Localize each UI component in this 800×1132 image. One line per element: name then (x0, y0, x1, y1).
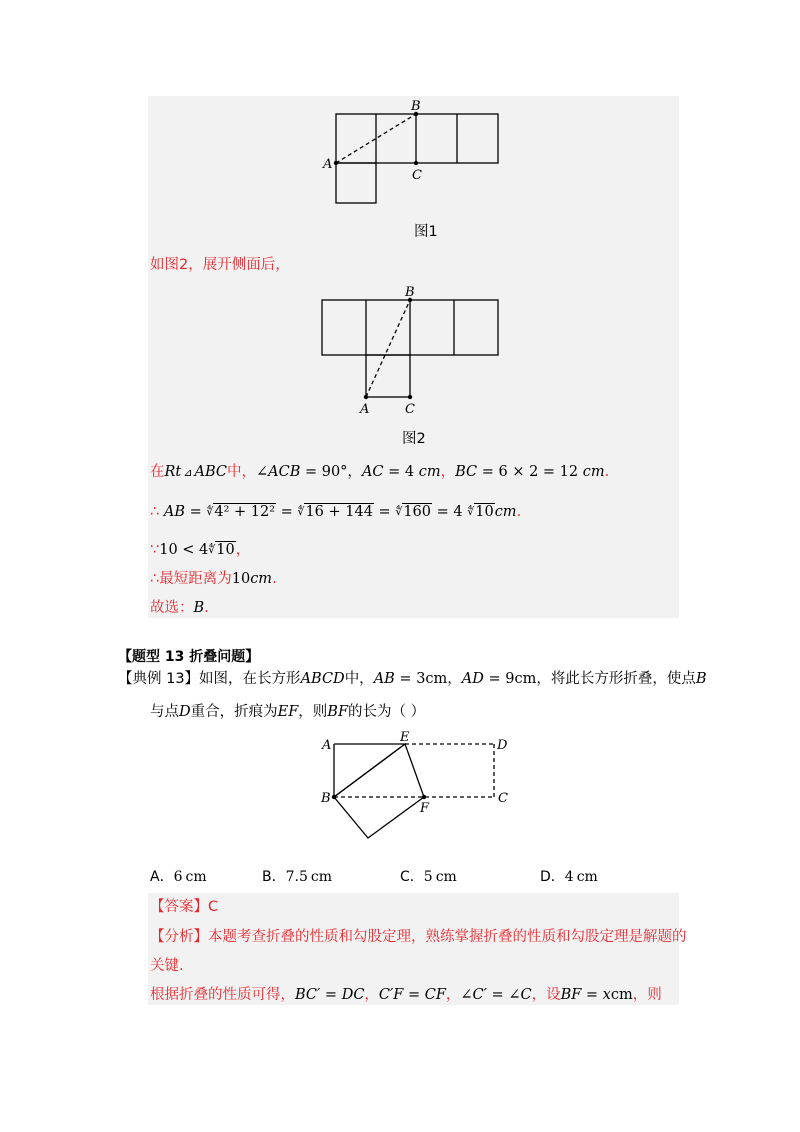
an3-ang1: ∠C′ (460, 987, 487, 1003)
choice-b-letter: B． (262, 869, 286, 885)
fig1-point-c (414, 161, 418, 165)
rt-cm1: cm (418, 464, 441, 480)
ex-cm1: cm (425, 671, 448, 687)
because-line (150, 540, 250, 560)
radical-icon: ∜ (467, 505, 475, 518)
because-rad: 10 (216, 542, 235, 558)
radical-icon: ∜ (208, 543, 216, 556)
ab-eq3: = (373, 504, 396, 520)
rt-end: . (604, 464, 610, 480)
figure-2-caption: 图2 (402, 431, 426, 447)
ex-zhong: 中， (344, 671, 374, 687)
choice-a[interactable] (150, 866, 207, 886)
an3-eq2: = (403, 987, 425, 1003)
type-heading: 【题型 13 折叠问题】 (118, 649, 260, 665)
analysis-line-1: 【分析】本题考查折叠的性质和勾股定理，熟练掌握折叠的性质和勾股定理是解题的 (150, 929, 687, 945)
ex-comma1: ， (447, 671, 462, 687)
rt-prefix: 在 (150, 464, 165, 480)
an3-mid: ，设 (531, 987, 561, 1003)
ex-line2-d: 的长为（ ） (348, 704, 426, 720)
ab-eq2: = (276, 504, 298, 520)
an3-bf: BF (560, 987, 582, 1003)
rt-bc: BC (455, 464, 478, 480)
rt-rt: Rt (164, 464, 182, 480)
answer-line (150, 598, 209, 618)
because-symbol: ∵ (150, 542, 160, 558)
choice-d-unit: cm (576, 869, 598, 885)
ex-mid: ，将此长方形折叠，使点 (536, 671, 696, 687)
analysis-line-2: 关键. (150, 958, 184, 974)
fig1-top-row (336, 114, 498, 163)
fig3-label-a: A (322, 738, 332, 753)
because-left: 10 < 4 (159, 542, 209, 558)
an3-comma2: ， (445, 987, 461, 1003)
ex-ab: AB (373, 671, 395, 687)
ex-abcd: ABCD (300, 671, 345, 687)
choice-c-letter: C． (400, 869, 424, 885)
shortest-cm: cm (250, 571, 273, 587)
ab-end: . (516, 504, 522, 520)
fig2-point-c (408, 395, 412, 399)
fig3-label-c: C (498, 791, 508, 806)
fig3-label-e: E (400, 730, 410, 745)
an3-ang2: ∠C (508, 987, 532, 1003)
figure-2 (314, 282, 514, 422)
an3-end: ，则 (632, 987, 662, 1003)
ex-line2-a: 与点 (150, 704, 179, 720)
ab-length-line (150, 502, 521, 522)
fig2-label-c: C (405, 402, 415, 417)
fig3-label-f: F (420, 801, 430, 816)
fig2-label-b: B (405, 285, 415, 300)
choice-d-letter: D． (540, 869, 565, 885)
rt-tri: ⊿ (183, 466, 193, 479)
rt-ac: AC (361, 464, 384, 480)
fig1-label-a: A (323, 157, 333, 172)
figure-1 (320, 98, 520, 210)
because-end: ， (235, 542, 251, 558)
an3-comma1: ， (364, 987, 379, 1003)
ab-rad2: 16 + 144 (305, 504, 373, 520)
ex-line2-b: 重合，折痕为 (190, 704, 278, 720)
choice-c-value: 5 (423, 869, 433, 885)
choice-d-value: 4 (564, 869, 574, 885)
ab-rad4: 10 (475, 504, 494, 520)
choice-a-value: 6 (173, 869, 183, 885)
radical-icon: ∜ (297, 505, 305, 518)
ab-eq1: = (184, 504, 207, 520)
ex-ad-val: = 9 (483, 671, 515, 687)
fig2-bottom-square (366, 355, 410, 397)
ab-rad3: 160 (403, 504, 432, 520)
an3-c1f: C′F (378, 987, 404, 1003)
an3-eq3: = (486, 987, 509, 1003)
rt-zhong: 中， (226, 464, 256, 480)
an3-eq1: = (320, 987, 342, 1003)
fig2-point-a (364, 395, 368, 399)
answer-choice: B (193, 600, 205, 616)
rt-cm2: cm (582, 464, 605, 480)
figure-3-fold (316, 730, 516, 842)
fig3-point-b (332, 795, 336, 799)
an3-eq4: = (581, 987, 603, 1003)
fig2-intro-text: 如图2，展开侧面后， (150, 257, 290, 273)
ex-ef: EF (277, 704, 299, 720)
rt-abc: ABC (194, 464, 227, 480)
ex-d: D (179, 704, 191, 720)
choice-d[interactable] (540, 866, 598, 886)
answer-end: . (204, 600, 209, 616)
ex-cm2: cm (514, 671, 537, 687)
shortest-text: 最短距离为 (159, 571, 232, 587)
fig3-point-f (422, 795, 426, 799)
ex-b: B (695, 671, 707, 687)
ex-ab-val: = 3 (394, 671, 426, 687)
rt-acb: ACB (268, 464, 301, 480)
ex-prefix: 【典例 13】如图，在长方形 (118, 671, 301, 687)
an3-x: x (602, 987, 611, 1003)
radical-icon: ∜ (395, 505, 403, 518)
an3-cm: cm (610, 987, 633, 1003)
choice-c[interactable] (400, 866, 457, 886)
ab-cm: cm (494, 504, 517, 520)
fig2-label-a: A (360, 402, 370, 417)
rt-ac-val: = 4 (383, 464, 419, 480)
fig3-label-d: D (497, 738, 508, 753)
shortest-end: . (272, 571, 277, 587)
rt-angle: ∠ (255, 464, 269, 480)
rt-eq90: = 90°， (300, 464, 362, 480)
fig1-label-b: B (411, 99, 421, 114)
answer-text: 故选： (150, 600, 194, 616)
radical-icon: ∜ (206, 505, 214, 518)
an3-dc: DC (341, 987, 365, 1003)
an3-bc1: BC′ (295, 987, 321, 1003)
fig3-folded-flap (334, 744, 424, 838)
fig1-point-a (334, 161, 338, 165)
fig1-bottom-square (336, 163, 376, 203)
ex-bf: BF (327, 704, 349, 720)
analysis-line-3 (150, 985, 662, 1005)
choice-b-unit: cm (310, 869, 332, 885)
an3-prefix: 根据折叠的性质可得， (150, 987, 295, 1003)
an3-cf: CF (424, 987, 446, 1003)
example-line-2 (150, 702, 425, 722)
rt-comma: ， (440, 464, 456, 480)
rt-bc-val: = 6 × 2 = 12 (477, 464, 583, 480)
ab-therefore: ∴ (150, 504, 160, 520)
shortest-therefore: ∴ (150, 571, 160, 587)
figure-1-caption: 图1 (414, 224, 438, 240)
ab-rad1: 4² + 12² (214, 504, 276, 520)
fig1-label-c: C (412, 168, 422, 183)
ex-ad: AD (461, 671, 484, 687)
choice-c-unit: cm (435, 869, 457, 885)
answer-label: 【答案】C (150, 899, 219, 915)
shortest-value: 10 (231, 571, 251, 587)
rt-triangle-line (150, 462, 609, 483)
ex-line2-c: ，则 (298, 704, 328, 720)
fig3-label-b: B (321, 791, 331, 806)
example-line-1 (118, 669, 707, 689)
fig2-path-line (366, 300, 410, 397)
choice-b-value: 7.5 (285, 869, 308, 885)
choice-a-unit: cm (185, 869, 207, 885)
choice-a-letter: A． (150, 869, 174, 885)
choice-b[interactable] (262, 866, 332, 886)
shortest-line (150, 569, 277, 589)
ab-ab: AB (163, 504, 185, 520)
ab-eq4: = 4 (432, 504, 468, 520)
